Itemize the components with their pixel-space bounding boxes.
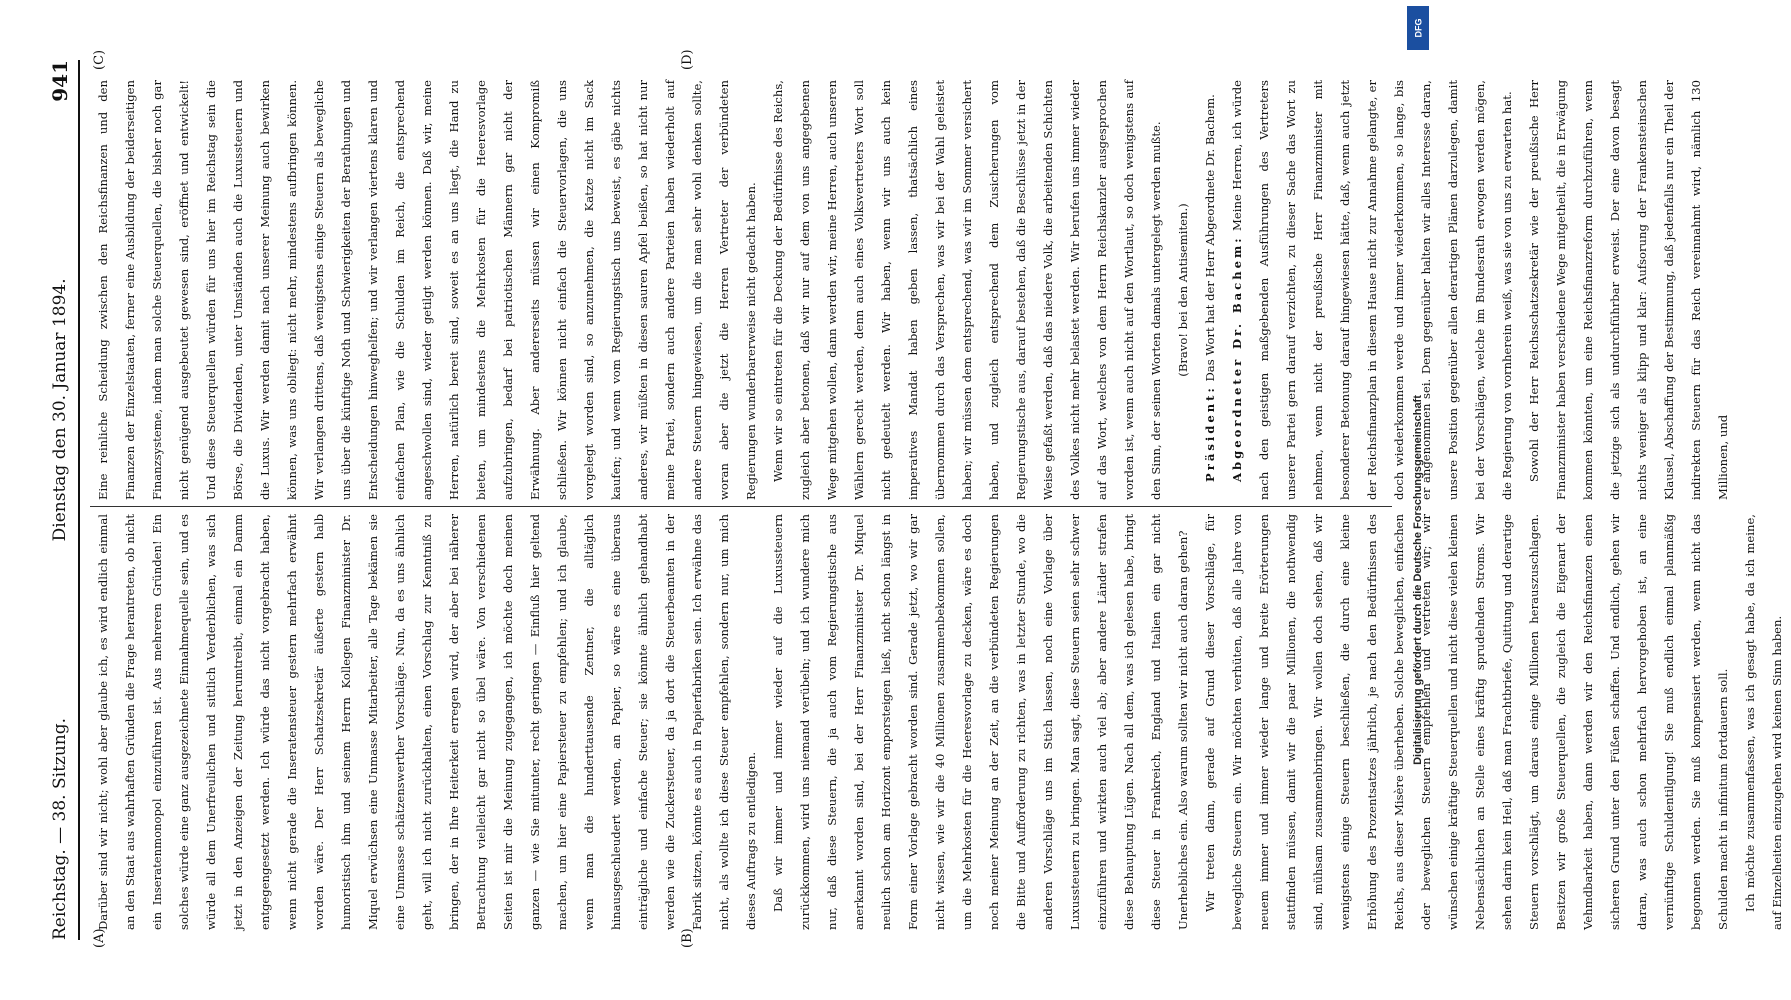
left-paragraph-4: Ich möchte zusammenfassen, was ich gesagt habe, da ich meine, auf Einzelheiten einzugehen wird keinen Sinn haben. xyxy=(1743,514,1784,930)
section-marker-b: (B) xyxy=(680,928,695,948)
right-column xyxy=(90,79,1730,500)
digitization-sidebar xyxy=(1404,0,1432,1000)
left-paragraph-2: Daß wir immer und immer wieder auf die Luxussteuern zurückkommen, wird uns niemand verübeln; und ich wundere mich nur, daß diese Steuern, die ja auch vom Regierungstische aus anerkannt worden sind, bei der Herr Finanzminister Dr. Miquel neulich schon am Horizont emporsteigen ließ, nicht schon längst in Form einer Vorlage gebracht worden sind. Gerade jetzt, wo wir gar nicht wissen, wie wir die 40 Millionen zusammenbekommen sollen, um die Mehrkosten für die Heeresvorlage zu decken, wäre es doch noch meiner Meinung an der Zeit, an die verbündeten Regierungen die Bitte und Aufforderung zu richten, was in letzter Stunde, wo die anderen Vorschläge uns im Stich lassen, noch eine Vorlage über Luxussteuern zu bringen. Man sagt, diese Steuern seien sehr schwer einzuführen und wirkten auch viel ab; aber andere Länder strafen diese Behauptung Lügen. Nach all dem, was ich gelesen habe, bringt diese Steuer in Frankreich, England und Italien ein gar nicht Unerhebliches ein. Also warum sollten wir nicht auch daran gehen? xyxy=(771,514,1190,930)
header-rule xyxy=(78,60,80,940)
column-divider xyxy=(90,506,1392,507)
section-marker-c: (C) xyxy=(92,49,107,70)
speech-text-1: Meine Herren, ich würde nach den geistigen maßgebenden Ausführungen des Vertreters unserer Partei gern darauf verzichten, zu dieser Sache das Wort zu nehmen, wenn nicht der preußische Herr Finanzminister mit besonderer Betonung darauf hingewiesen hätte, daß, wenn auch jetzt der Reichsfinanzplan in diesem Hause nicht zur Annahme gelangte, er doch wiederkommen werde und immer wiederkommen, so lange, bis er angenommen sei. Dem gegenüber halten wir alles Interesse daran, unsere Position gegenüber allen derartigen Plänen darzulegen, damit bei der Vorschlägen, welche im Bundesrath erwogen werden mögen, die Regierung von vornherein weiß, was sie von uns zu erwarten hat. xyxy=(1230,79,1514,500)
header-session: Reichstag. — 38. Sitzung. xyxy=(50,717,70,940)
left-paragraph-1: Darüber sind wir nicht; wohl aber glaube ich, es wird endlich einmal an den Staat aus wahrhaften Gründen die Frage herantreten, ob nicht ein Inseratenmonopol einzuführen ist. Aus mehreren Gründen! Ein solches würde eine ganz ausgezeichnete Einnahmequelle sein, und es würde all dem Unerfreulichen und sittlich Verderblichen, was sich jetzt in den Anzeigen der Zeitung herumtreibt, einmal ein Damm entgegengesetzt werden. Ich würde das nicht vorgebracht haben, wenn nicht gerade die Inseratensteuer gestern mehrfach erwähnt worden wäre. Der Herr Schatzsekretär äußerte gestern halb humoristisch ihm und seinem Herrn Kollegen Finanzminister Dr. Miquel erwüchsen eine Unmasse Mitarbeiter, alle Tage bekämen sie eine Unmasse schätzenswerther Vorschläge. Nun, da es uns ähnlich geht, will ich nicht zurückhalten, einen Vorschlag zur Kenntniß zu bringen, der in Ihre Heiterkeit erregen wird, der aber bei näherer Betrachtung vielleicht gar nicht so übel wäre. Von verschiedenen Seiten ist mir die Meinung zugegangen, ich möchte doch meinen ganzen — wie Sie mitunter, recht geringen — Einfluß hier geltend machen, um hier eine Papiersteuer zu empfehlen; und ich glaube, wenn man die hunderttausende Zentner, die alltäglich hinausgeschleudert werden, an Papier, so wäre es eine überaus einträgliche und einfache Steuer; sie könnte ähnlich gehandhabt werden wie die Zuckersteuer, da ja dort die Steuerbeamten in der Fabrik sitzen, könnte es auch in Papierfabriken sein. Ich erwähne das nicht, als wollte ich diese Steuer empfehlen, sondern nur, um mich dieses Auftrags zu entledigen. xyxy=(96,514,758,930)
page-header xyxy=(48,60,72,940)
right-paragraph-1: Eine reinliche Scheidung zwischen den Reichsfinanzen und den Finanzen der Einzelstaaten, ferner eine Ausbildung der beiderseitigen Finanzsysteme, indem man solche Steuerquellen, die bisher noch gar nicht genügend ausgebeutet gewesen sind, eröffnet und entwickelt! Und diese Steuerquellen würden für uns hier im Reichstag sein die Börse, die Dividenden, unter Umständen auch die Luxussteuern und die Luxus. Wir werden damit nach unserer Meinung auch bewirken können, was uns obliegt: nicht mehr, mindestens aufbringen können. Wir verlangen drittens, daß wenigstens einige Steuern als bewegliche uns über die künftige Noth und Schwierigkeiten der Berathungen und Entscheidungen hinweghelfen; und wir verlangen viertens klaren und einfachen Plan, wie die Schulden im Reich, die entsprechend angeschwollen sind, wieder getilgt werden können. Daß wir, meine Herren, natürlich bereit sind, soweit es an uns liegt, die Hand zu bieten, um mindestens die Mehrkosten für die Heeresvorlage aufzubringen, bedarf bei patriotischen Männern gar nicht der Erwähnung. Aber andererseits müssen wir einen Kompromiß schließen. Wir können nicht einfach die Steuervorlagen, die uns vorgelegt worden sind, so anzunehmen, die Katze nicht im Sack kaufen; und wenn vom Regierungstisch uns beweist, es gäbe nichts anderes, wir müßten in diesen sauren Apfel beißen, so hat nicht nur meine Partei, sondern auch andere Parteien haben wiederholt auf andere Steuern hingewiesen, um die man sehr wohl denken sollte, woran aber die jetzt die Herren Vertreter der verbündeten Regierungen wunderbarerweise nicht gedacht haben. xyxy=(96,80,758,500)
header-date: Dienstag den 30. Januar 1894. xyxy=(50,278,70,542)
applause-note: (Bravo! bei den Antisemiten.) xyxy=(1176,203,1190,377)
left-paragraph-3: Wir treten dann, gerade auf Grund dieser Vorschläge, für bewegliche Steuern ein. Wir möchten verhüten, daß alle Jahre von neuem immer und immer wieder lange und breite Erörterungen stattfinden müssen, damit wir die paar Millionen, die nothwendig sind, mühsam zusammenbringen. Wir wollen doch sehen, daß wir wenigstens einige Steuern beschließen, die durch eine kleine Erhöhung des Prozentsatzes jährlich, je nach den Bedürfnissen des Reichs, aus dieser Misère überheben. Solche beweglichen, einfachen oder beweglichen Steuern empfehlen und vertreten wir; wir wünschen einige kräftige Steuerquellen und nicht diese vielen kleinen Nebensächlichen an Stelle eines kräftig sprudelnden Stroms. Wir sehen darin kein Heil, daß man Frachtbriefe, Quittung und derartige Steuern vorschlägt, um daraus einige Millionen herauszuschlagen. Besitzen wir große Steuerquellen, die zugleich die Eigenart der Vehmdbarkeit haben, dann werden wir den Reichsfinanzen einen sicheren Grund unter den Füßen schaffen. Und endlich, gehen wir daran, was auch schon mehrfach hervorgehoben ist, an eine vernünftige Schuldentilgung! Sie muß endlich einmal planmäßig begonnen werden. Sie muß kompensiert werden, wenn nicht das Schulden macht in infinitum fortdauern soll. xyxy=(1203,514,1730,930)
speech-paragraph-1 xyxy=(1224,80,1521,500)
speech-paragraph-2: Sowohl der Herr Reichsschatzsekretär wie der preußische Herr Finanzminister haben verschiedene Wege mitgetheilt, die in Erwägung kommen könnten, um eine Reichsfinanzreform durchzuführen, wenn die jetzige sich als undurchführbar erweist. Der eine davon besagt nichts weniger als klipp und klar: Aufsorung der Frankensteinschen Klausel, Abschaffung der Bestimmung, daß jedenfalls nur ein Theil der indirekten Steuern für das Reich vereinnahmt wird, nämlich 130 Millionen, und xyxy=(1527,80,1730,500)
page-number: 941 xyxy=(48,60,72,102)
president-statement xyxy=(1197,80,1224,500)
dfg-logo-text: DFG xyxy=(1413,18,1423,38)
section-marker-a: (A) xyxy=(92,928,107,948)
right-paragraph-2: Wenn wir so eintreten für die Deckung der Bedürfnisse des Reichs, zugleich aber betonen, daß wir nur auf dem von uns angegebenen Wege mitgehen wollen, dann werden wir, meine Herren, auch unseren Wählern gerecht werden, denn auch eines Volksvertreters Wort soll nicht gedeutelt werden. Wir haben, wenn wir uns auch kein imperatives Mandat haben geben lassen, thatsächlich eines übernommen durch das Versprechen, was wir bei der Wahl geleistet haben; wir müssen dem entsprechend, was wir im Sommer versichert haben, und zugleich entsprechend dem Zusicherungen vom Regierungstische aus, darauf bestehen, daß die Beschlüsse jetzt in der Weise gefaßt werden, daß das niedere Volk, die arbeitenden Schichten des Volkes nicht mehr belastet werden. Wir berufen uns immer wieder auf das Wort, welches von dem Herrn Reichskanzler ausgesprochen worden ist, wenn auch nicht auf den Wortlaut, so doch wenigstens auf den Sinn, der seinen Worten damals untergelegt werden mußte. xyxy=(771,80,1163,500)
section-marker-d: (D) xyxy=(680,49,695,70)
president-text: Das Wort hat der Herr Abgeordnete Dr. Bachem. xyxy=(1203,94,1217,382)
digitization-credit: Digitalisierung gefördert durch die Deutsche Forschungsgemeinschaft xyxy=(1412,395,1424,765)
speaker-name: Abgeordneter Dr. Bachem: xyxy=(1230,235,1244,482)
president-label: Präsident: xyxy=(1203,385,1217,482)
dfg-logo xyxy=(1407,6,1429,50)
